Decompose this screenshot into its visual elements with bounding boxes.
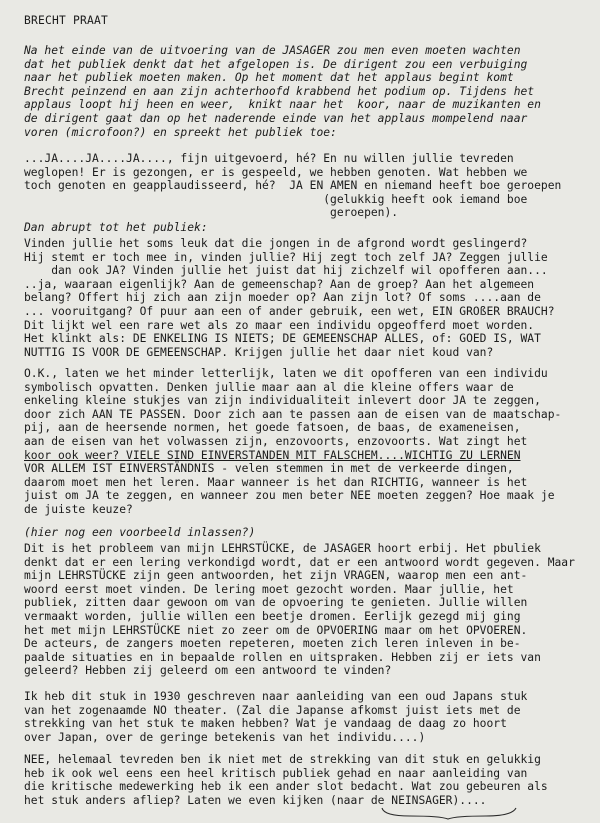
speech-paragraph-3	[24, 367, 589, 517]
text-line: ... vooruitgang? Of puur aan een of ander gebruik, een wet, EIN GROßER BRAUCH?	[24, 304, 555, 318]
text-line: denkt dat er een lering verkondigd wordt, dat er een antwoord wordt gegeven. Maar	[24, 555, 575, 569]
text-line: applaus loopt hij heen en weer, knikt naar het koor, naar de muzikanten en	[24, 98, 541, 112]
speech-paragraph-4	[24, 542, 589, 678]
text-line: vermaakt worden, jullie willen een beetje dromen. Eerlijk gezegd mij ging	[24, 609, 521, 623]
text-line: De acteurs, de zangers moeten repeteren, moeten zich leren inleven in be-	[24, 637, 521, 651]
text-line: Na het einde van de uitvoering van de JASAGER zou men even moeten wachten	[24, 44, 521, 57]
text-line: koor ook weer? VIELE SIND EINVERSTANDEN MIT FALSCHEM....WICHTIG ZU LERNEN	[24, 448, 521, 462]
speech-paragraph-1	[24, 152, 589, 220]
text-line: woord eerst moet vinden. De lering moet gezocht worden. Maar jullie, het	[24, 582, 514, 596]
text-line: daarom moet men het leren. Maar wanneer is het dan RICHTIG, wanneer is het	[24, 475, 528, 489]
text-line: O.K., laten we het minder letterlijk, laten we dit opofferen van een individu	[24, 367, 548, 380]
text-line: paalde situaties en in bepaalde rollen en uitspraken. Hebben zij er iets van	[24, 650, 541, 664]
text-line: belang? Offert hij zich aan zijn moeder op? Aan zijn lot? Of soms ....aan de	[24, 291, 541, 305]
text-line: het met mijn LEHRSTÜCKE niet zo zeer om de OPVOERING maar om het OPVOEREN.	[24, 623, 528, 637]
text-line: enkeling kleine stukjes van zijn individualiteit inlevert door JA te zeggen,	[24, 394, 541, 408]
speech-paragraph-5	[24, 690, 589, 744]
text-line: Hij stemt er toch mee in, vinden jullie? Hij zegt toch zelf JA? Zeggen jullie	[24, 250, 548, 264]
text-line: geroepen).	[24, 206, 399, 220]
text-line: toch genoten en geapplaudisseerd, hé? JA EN AMEN en niemand heeft boe geroepen	[24, 179, 562, 193]
text-line: aan de eisen van het volwassen zijn, enzovoorts, enzovoorts. Wat zingt het	[24, 434, 528, 448]
text-line: naar het publiek moeten maken. Op het moment dat het applaus begint komt	[24, 71, 514, 85]
text-line: over Japan, over de geringe betekenis van het individu....)	[24, 730, 426, 744]
text-line: Vinden jullie het soms leuk dat die jongen in de afgrond wordt geslingerd?	[24, 237, 528, 250]
stage-direction-2: Dan abrupt tot het publiek:	[24, 221, 208, 234]
text-line: door zich AAN TE PASSEN. Door zich aan te passen aan de eisen van de maatschap-	[24, 407, 562, 421]
text-line: VOR ALLEM IST EINVERSTÄNDNIS - velen stemmen in met de verkeerde dingen,	[24, 462, 514, 476]
text-line: Het klinkt als: DE ENKELING IS NIETS; DE GEMEENSCHAP ALLES, of: GOED IS, WAT	[24, 332, 541, 346]
text-line: ..ja, waaraan eigenlijk? Aan de gemeenschap? Aan de groep? Aan het algemeen	[24, 277, 535, 291]
text-line: die kritische medewerking heb ik een ander slot bedacht. Wat zou gebeuren als	[24, 780, 548, 794]
stage-direction-4: (hier nog een voorbeeld inlassen?)	[24, 526, 256, 539]
text-line: pij, aan de heersende normen, het goede fatsoen, de baas, de exameneisen,	[24, 421, 521, 435]
handwritten-brace-mark	[380, 806, 520, 820]
text-line: dat het publiek denkt dat het afgelopen is. De dirigent zou een verbuiging	[24, 57, 528, 71]
text-line: publiek, zitten daar gewoon om van de opvoering te genieten. Jullie willen	[24, 596, 528, 610]
text-line: symbolisch opvatten. Denken jullie maar aan al die kleine offers waar de	[24, 380, 514, 394]
text-line: dan ook JA? Vinden jullie het juist dat hij zichzelf wil opofferen aan...	[24, 264, 548, 278]
page-title: BRECHT PRAAT	[24, 14, 109, 27]
text-line: van het zogenaamde NO theater. (Zal die Japanse afkomst juist iets met de	[24, 703, 521, 717]
text-line: de dirigent gaat dan op het naderende einde van het applaus mompelend naar	[24, 111, 528, 125]
text-line: weglopen! Er is gezongen, er is gespeeld, we hebben genoten. Wat hebben we	[24, 165, 528, 179]
text-line: mijn LEHRSTÜCKE zijn geen antwoorden, het zijn VRAGEN, waarop men een ant-	[24, 569, 528, 583]
text-line: (gelukkig heeft ook iemand boe	[24, 192, 528, 206]
text-line: het stuk anders afliep? Laten we even kijken (naar de NEINSAGER)....	[24, 793, 487, 807]
text-line: voren (microfoon?) en spreekt het publiek toe:	[24, 125, 337, 139]
text-line: Dit is het probleem van mijn LEHRSTÜCKE, de JASAGER hoort erbij. Het pbuliek	[24, 542, 541, 555]
text-line: de juiste keuze?	[24, 502, 133, 516]
text-line: Dit lijkt wel een rare wet als zo maar een individu opgeofferd moet worden.	[24, 318, 535, 332]
text-line: geleerd? Hebben zij geleerd om een antwoord te vinden?	[24, 664, 392, 678]
speech-paragraph-2	[24, 237, 589, 359]
text-line: strekking van het stuk te maken hebben? Wat je vandaag de daag zo hoort	[24, 717, 507, 731]
text-line: Ik heb dit stuk in 1930 geschreven naar aanleiding van een oud Japans stuk	[24, 690, 528, 703]
text-line: ...JA....JA....JA...., fijn uitgevoerd, hé? En nu willen jullie tevreden	[24, 152, 514, 165]
text-line: Brecht peinzend en aan zijn achterhoofd krabbend het podium op. Tijdens het	[24, 84, 535, 98]
speech-paragraph-6	[24, 753, 589, 807]
text-line: NUTTIG IS VOOR DE GEMEENSCHAP. Krijgen jullie het daar niet koud van?	[24, 345, 494, 359]
text-line: juist om JA te zeggen, en wanneer zou men beter NEE moeten zeggen? Hoe maak je	[24, 489, 555, 503]
stage-direction-intro	[24, 44, 589, 139]
text-line: NEE, helemaal tevreden ben ik niet met de strekking van dit stuk en gelukkig	[24, 753, 541, 766]
text-line: heb ik ook wel eens een heel kritisch publiek gehad en naar aanleiding van	[24, 766, 528, 780]
